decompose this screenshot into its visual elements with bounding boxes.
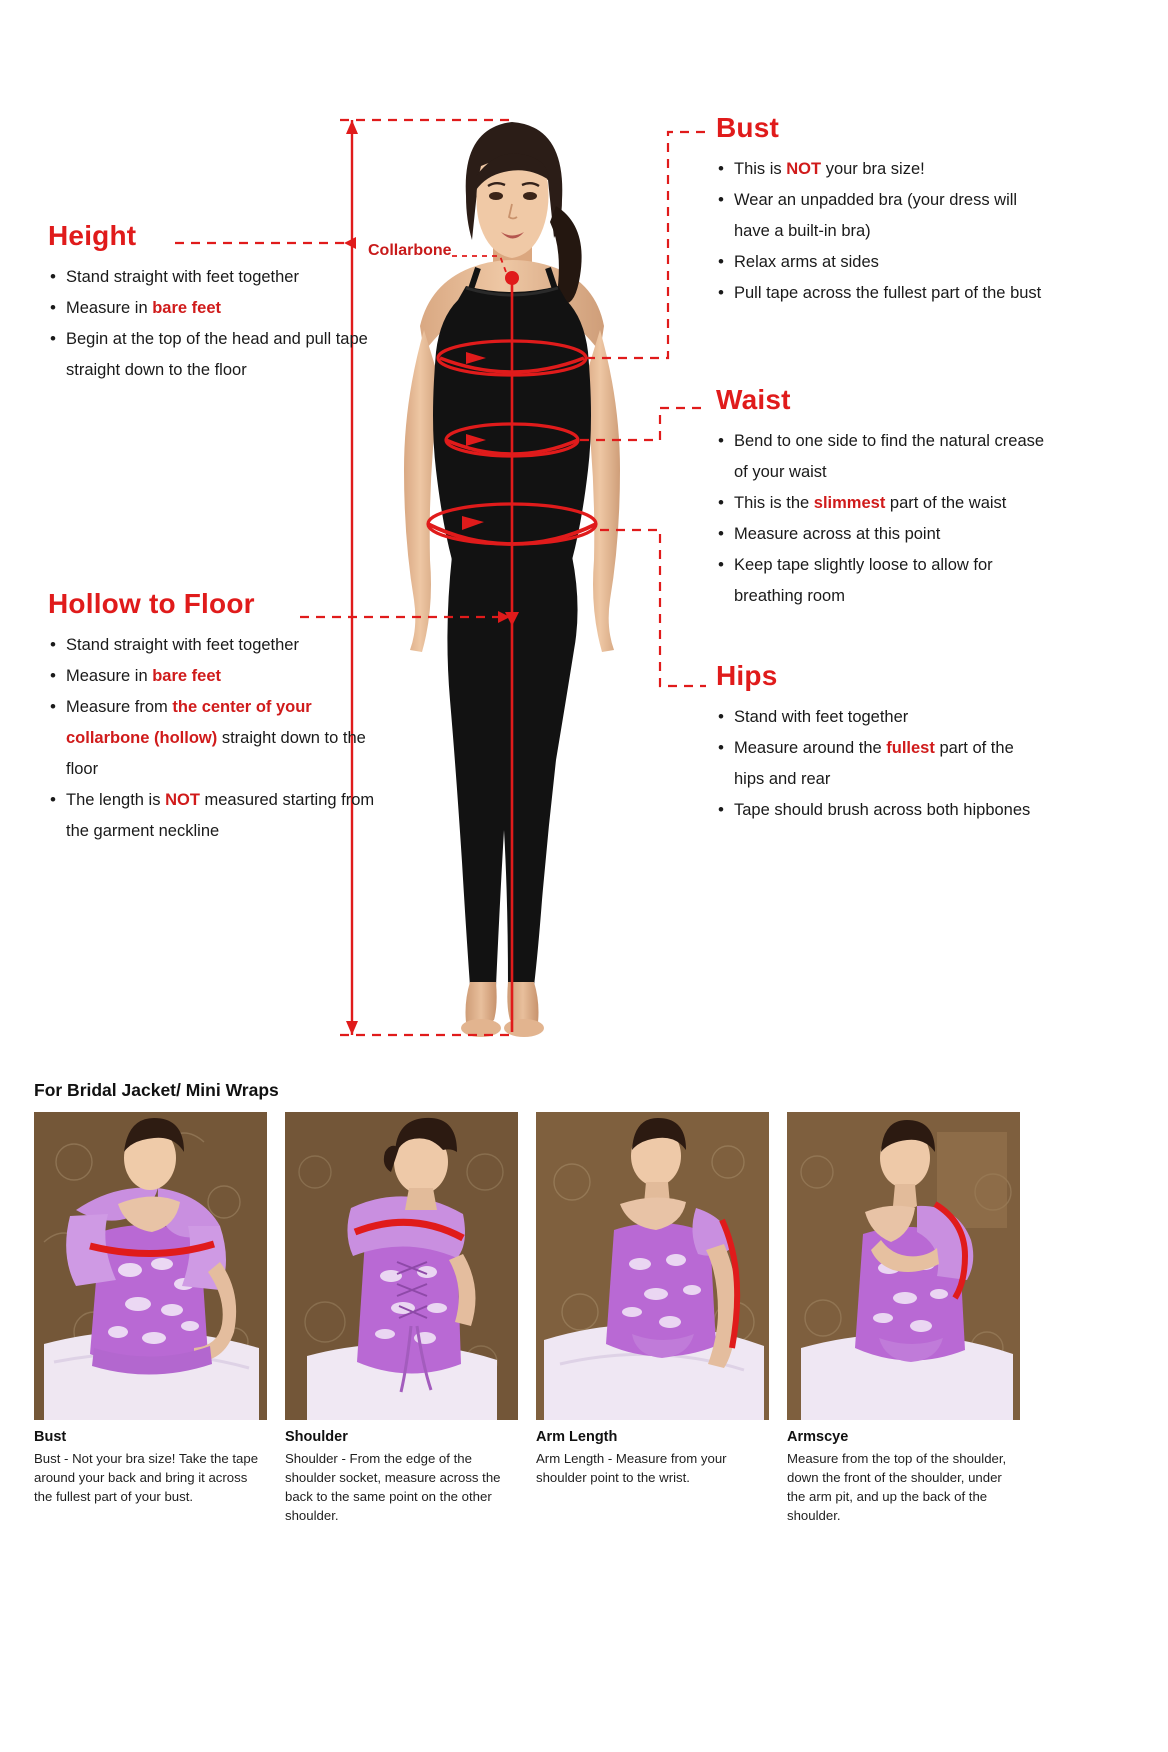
bullet-item xyxy=(716,733,1036,795)
bullet-text: This is the xyxy=(734,494,814,513)
bullet-text: This is xyxy=(734,160,787,178)
bullet-item xyxy=(716,185,1046,247)
wrap-card-armscye xyxy=(787,1112,1020,1526)
wrap-card-arm-length xyxy=(536,1112,769,1526)
collarbone-label: Collarbone xyxy=(368,242,452,259)
wrap-photo-armscye xyxy=(787,1112,1020,1420)
wrap-card-armscye-title: Armscye xyxy=(787,1429,849,1445)
wrap-card-shoulder-text: Shoulder - From the edge of the shoulder socket, measure across the back to the same point on the other shoulder. xyxy=(285,1451,501,1524)
wrap-card-bust-title: Bust xyxy=(34,1429,67,1445)
section-height-bullets xyxy=(48,262,378,386)
bullet-text: Measure in xyxy=(66,667,153,686)
wrap-card-bust xyxy=(34,1112,267,1526)
bullet-item xyxy=(48,324,378,386)
bullet-item xyxy=(716,154,1046,185)
bullet-text: Stand straight with feet together xyxy=(66,268,299,286)
bridal-jacket-title: For Bridal Jacket/ Mini Wraps xyxy=(34,1080,279,1100)
bullet-item xyxy=(716,488,1046,519)
section-waist-title: Waist xyxy=(716,384,791,415)
bullet-item xyxy=(716,550,1046,612)
wrap-card-shoulder xyxy=(285,1112,518,1526)
section-hips-bullets xyxy=(716,702,1036,826)
wrap-photo-arm-length xyxy=(536,1112,769,1420)
bullet-text: Stand with feet together xyxy=(734,708,909,726)
bullet-text: Relax arms at sides xyxy=(734,253,879,272)
highlight-text: bare feet xyxy=(152,667,221,686)
bullet-item xyxy=(716,426,1046,488)
bullet-item xyxy=(716,702,1036,733)
section-hips-title: Hips xyxy=(716,660,778,691)
bullet-text: Wear an unpadded bra (your dress will have a built-in bra) xyxy=(734,191,1018,241)
bullet-text: Measure in xyxy=(66,299,153,318)
wrap-card-arm-length-title: Arm Length xyxy=(536,1429,618,1445)
bullet-text: Keep tape slightly loose to allow for breathing room xyxy=(734,556,993,606)
bullet-text: Tape should brush across both hipbones xyxy=(734,801,1031,820)
bullet-text: Stand straight with feet together xyxy=(66,636,299,654)
bullet-item xyxy=(716,795,1036,826)
wrap-card-bust-text: Bust - Not your bra size! Take the tape around your back and bring it across the fullest part of your bust. xyxy=(34,1451,259,1505)
section-waist xyxy=(716,384,1046,612)
bullet-text: The length is xyxy=(66,791,166,810)
bullet-item xyxy=(716,519,1046,550)
section-hollow-to-floor xyxy=(48,588,388,847)
section-height-title: Height xyxy=(48,220,137,251)
section-bust xyxy=(716,112,1046,309)
bullet-item xyxy=(48,692,388,785)
bullet-text: Begin at the top of the head and pull tape straight down to the floor xyxy=(66,330,368,380)
bullet-item xyxy=(48,262,378,293)
highlight-text: the center of your collarbone (hollow) xyxy=(66,698,312,748)
wrap-card-armscye-text: Measure from the top of the shoulder, down the front of the shoulder, under the arm pit, and up the back of the shoulder. xyxy=(787,1451,1007,1524)
wrap-card-arm-length-text: Arm Length - Measure from your shoulder point to the wrist. xyxy=(536,1451,727,1486)
highlight-text: slimmest xyxy=(813,494,886,513)
wrap-photo-shoulder xyxy=(285,1112,518,1420)
bridal-jacket-section xyxy=(0,1062,1168,1752)
bullet-text: Pull tape across the fullest part of the bust xyxy=(734,284,1042,303)
bullet-item xyxy=(48,785,388,847)
bullet-text: Measure around the xyxy=(734,739,887,758)
section-hollow-title: Hollow to Floor xyxy=(48,588,255,619)
wrap-card-shoulder-title: Shoulder xyxy=(285,1429,348,1445)
bullet-item xyxy=(48,630,388,661)
bullet-item xyxy=(48,661,388,692)
bullet-text: part of the waist xyxy=(885,494,1007,513)
bullet-text: your bra size! xyxy=(821,160,925,178)
section-waist-bullets xyxy=(716,426,1046,612)
highlight-text: fullest xyxy=(886,739,935,758)
section-bust-title: Bust xyxy=(716,112,780,143)
highlight-text: bare feet xyxy=(152,299,221,318)
section-bust-bullets xyxy=(716,154,1046,309)
bullet-text: straight down to the floor xyxy=(66,729,366,779)
section-hollow-bullets xyxy=(48,630,388,847)
bullet-text: Measure across at this point xyxy=(734,525,941,544)
section-height xyxy=(48,220,378,386)
section-hips xyxy=(716,660,1036,826)
bullet-text: Bend to one side to find the natural crease of your waist xyxy=(734,432,1045,482)
bullet-item xyxy=(716,278,1046,309)
bullet-item xyxy=(48,293,378,324)
bridal-jacket-cards xyxy=(34,1112,1134,1526)
bullet-text: Measure from xyxy=(66,698,173,717)
bullet-item xyxy=(716,247,1046,278)
wrap-photo-bust xyxy=(34,1112,267,1420)
bullet-text: measured starting from the garment neckline xyxy=(66,791,375,841)
bullet-text: part of the hips and rear xyxy=(734,739,1014,789)
highlight-text: NOT xyxy=(786,160,822,178)
highlight-text: NOT xyxy=(165,791,200,810)
